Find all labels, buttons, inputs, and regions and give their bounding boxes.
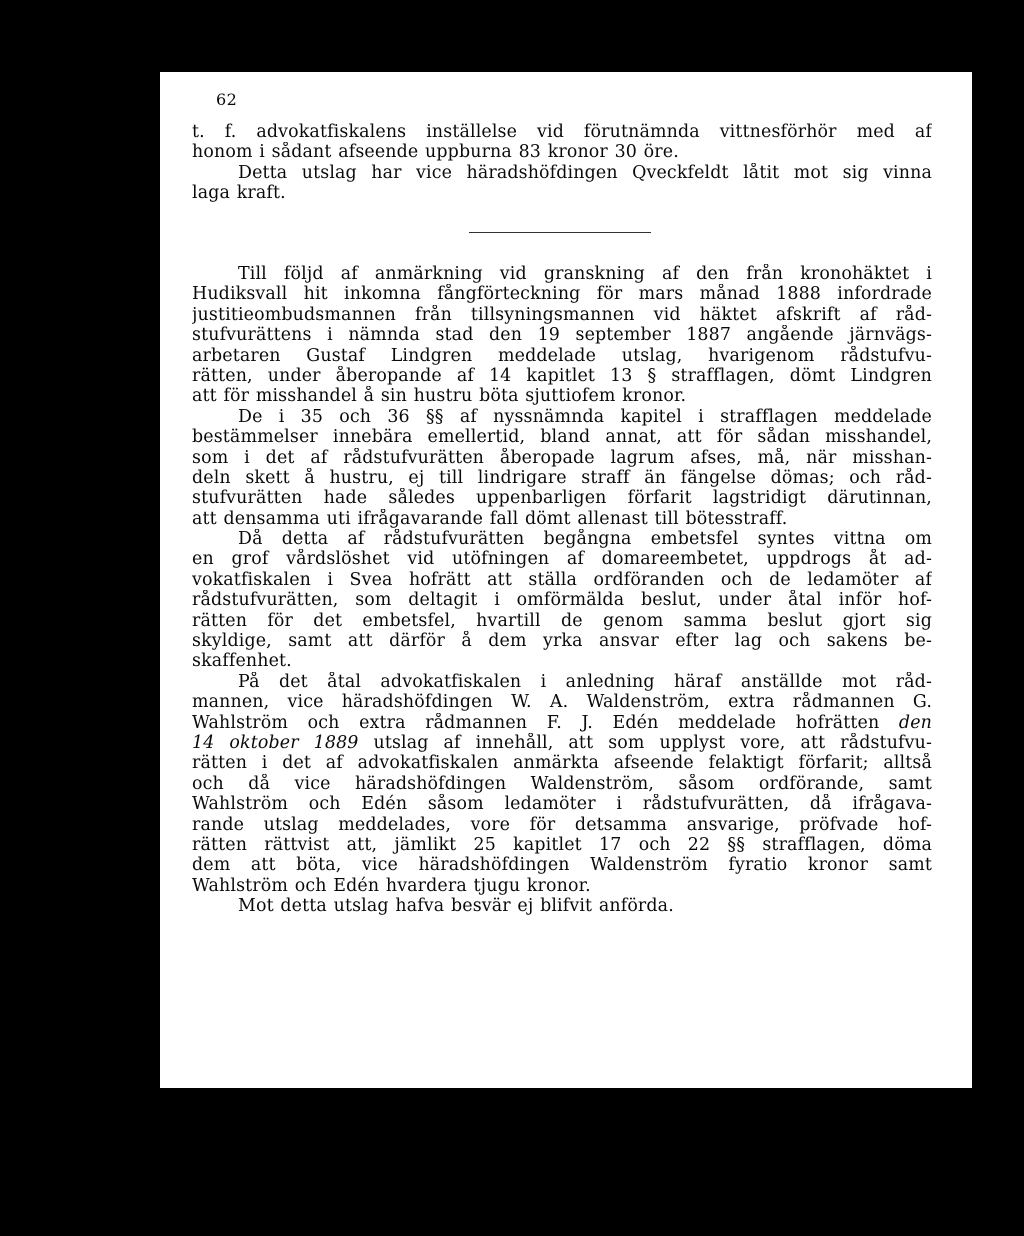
text-line: rätten i det af advokatfiskalen anmärkta afseende felaktigt förfarit; alltså (192, 753, 932, 774)
text-line: De i 35 och 36 §§ af nyssnämnda kapitel i strafflagen meddelade (238, 406, 932, 427)
main-body (192, 264, 932, 917)
text-line: rätten för det embetsfel, hvartill de genom samma beslut gjort sig (192, 610, 932, 631)
text-line: arbetaren Gustaf Lindgren meddelade utslag, hvarigenom rådstufvu- (192, 345, 932, 366)
text-line: stufvurätten hade således uppenbarligen förfarit lagstridigt därutinnan, (192, 488, 932, 509)
text-line: Till följd af anmärkning vid granskning af den från kronohäktet i (238, 264, 932, 284)
text-line: t. f. advokatfiskalens inställelse vid förutnämnda vittnesförhör med af (192, 122, 932, 142)
text-line: honom i sådant afseende uppburna 83 kronor 30 öre. (192, 142, 679, 163)
text-line: mannen, vice häradshöfdingen W. A. Waldenström, extra rådmannen G. (192, 692, 932, 713)
text-line (192, 733, 932, 753)
text-line: rådstufvurätten, som deltagit i omförmälda beslut, under åtal inför hof- (192, 590, 932, 611)
text-line: bestämmelser innebära emellertid, bland annat, att för sådan misshandel, (192, 427, 932, 448)
text-line: Wahlström och Edén såsom ledamöter i rådstufvurätten, då ifrågava- (192, 794, 932, 815)
text-segment: utslag af innehåll, att som upplyst vore, att rådstufvu- (373, 732, 932, 753)
text-line: rätten, under åberopande af 14 kapitlet 13 § strafflagen, dömt Lindgren (192, 365, 932, 386)
text-line: och då vice häradshöfdingen Waldenström, såsom ordförande, samt (192, 773, 932, 794)
text-line: som i det af rådstufvurätten åberopade lagrum afses, må, när misshan- (192, 447, 932, 468)
text-line: På det åtal advokatfiskalen i anledning häraf anställde mot råd- (238, 671, 932, 692)
text-line: att densamma uti ifrågavarande fall dömt allenast till bötesstraff. (192, 508, 788, 529)
text-line: Hudiksvall hit inkomna fångförteckning för mars månad 1888 infordrade (192, 284, 932, 305)
text-line: att för misshandel å sin hustru böta sjuttiofem kronor. (192, 386, 687, 407)
text-line: justitieombudsmannen från tillsyningsmannen vid häktet afskrift af råd- (192, 304, 932, 325)
intro-paragraph (192, 122, 932, 204)
italic-date: 14 oktober 1889 (192, 732, 359, 753)
text-line: vokatfiskalen i Svea hofrätt att ställa ordföranden och de ledamöter af (192, 569, 932, 590)
text-line: Då detta af rådstufvurätten begångna embetsfel syntes vittna om (238, 529, 932, 550)
text-line: laga kraft. (192, 183, 286, 204)
text-line: Wahlström och Edén hvardera tjugu kronor. (192, 875, 591, 896)
text-line: en grof vårdslöshet vid utöfningen af domareembetet, uppdrogs åt ad- (192, 549, 932, 570)
page-number: 62 (216, 90, 238, 109)
text-line: rätten rättvist att, jämlikt 25 kapitlet 17 och 22 §§ strafflagen, döma (192, 834, 932, 855)
text-line: skaffenhet. (192, 651, 292, 672)
text-line: skyldige, samt att därför å dem yrka ansvar efter lag och sakens be- (192, 631, 932, 652)
italic-date-prefix: den (898, 712, 932, 733)
text-line: Mot detta utslag hafva besvär ej blifvit anförda. (238, 896, 674, 917)
text-line (192, 713, 932, 733)
text-line: dem att böta, vice häradshöfdingen Waldenström fyratio kronor samt (192, 855, 932, 876)
text-line: deln skett å hustru, ej till lindrigare straff än fängelse dömas; och råd- (192, 467, 932, 488)
text-line: stufvurättens i nämnda stad den 19 september 1887 angående järnvägs- (192, 325, 932, 346)
section-divider (469, 232, 651, 233)
text-line: Detta utslag har vice häradshöfdingen Qveckfeldt låtit mot sig vinna (238, 162, 932, 183)
text-line: rande utslag meddelades, vore för detsamma ansvarige, pröfvade hof- (192, 814, 932, 835)
text-segment: Wahlström och extra rådmannen F. J. Edén meddelade hofrätten (192, 712, 880, 733)
